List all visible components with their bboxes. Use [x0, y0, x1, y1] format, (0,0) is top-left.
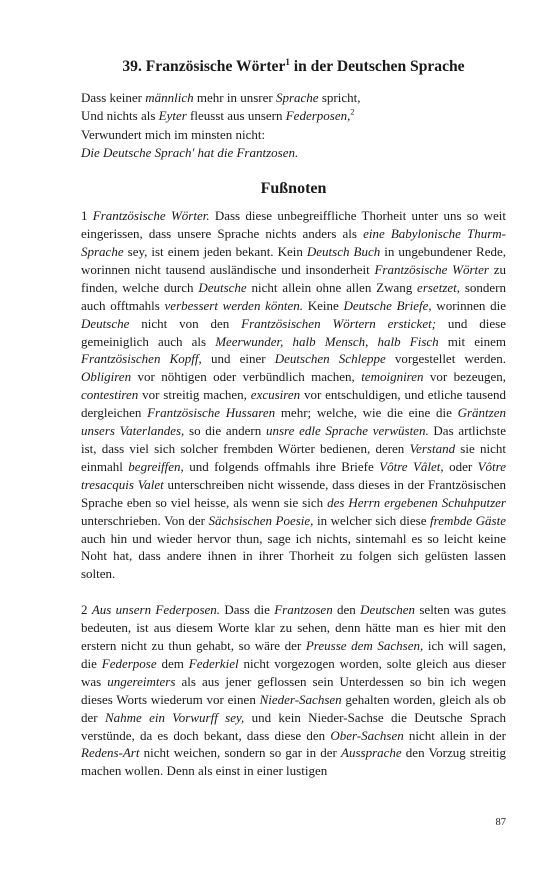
page-content — [81, 56, 506, 780]
poem-line-1: Dass keiner männlich mehr in unsrer Sprache spricht, — [81, 90, 361, 105]
footnotes-heading: Fußnoten — [260, 180, 327, 198]
title-text-a: Französische Wörter — [145, 58, 286, 75]
poem-title — [81, 56, 506, 78]
poem-line-4: Die Deutsche Sprach' hat die Frantzosen. — [81, 144, 299, 160]
footnote-ref-2[interactable]: 2 — [350, 107, 355, 117]
title-number: 39. — [122, 58, 142, 75]
footnote-ref-1[interactable]: 1 — [285, 56, 290, 67]
poem-line-2: Und nichts als Eyter fleusst aus unsern Federposen,$^2$ — [81, 107, 355, 124]
title-text-b: in der Deutschen Sprache — [293, 58, 465, 75]
page-number: 87 — [495, 817, 506, 828]
poem-line-3: Verwundert mich im minsten nicht: — [81, 126, 266, 142]
footnote-1: 1 Frantzösische Wörter. Dass diese unbegreiffliche Thorheit unter uns so weit eingerissen, dass unsere Sprache nichts anders als eine Babylonische Thurm-Sprache sey, ist einem jeden bekant. Kein Deutsch Buch in ungebundener Rede, worinnen nicht tausend ausländische und insonderheit Frantzösische Wörter zu finden, welche durch Deutsche nicht allein ohne allen Zwang ersetzet, sondern auch offtmahls verbessert werden könten. Keine Deutsche Briefe, worinnen die Deutsche nicht von den Frantzösischen Wörtern ersticket; und diese gemeiniglich auch als Meerwunder, halb Mensch, halb Fisch mit einem Frantzösischen Kopff, und einer Deutschen Schleppe vorgestellet werden. Obligiren vor nöhtigen oder verbündlich machen, temoigniren vor bezeugen, contestiren vor streitig machen, excusiren vor entschuldigen, und etliche tausend dergleichen Frantzösische Hussaren mehr; welche, wie die eine die Gräntzen unsers Vaterlandes, so die andern unsre edle Sprache verwüsten. Das artlichste ist, dass viel sich solcher frembden Wörter bedienen, deren Verstand sie nicht einmahl begreiffen, und folgends offmahls ihre Briefe Vôtre Vâlet, oder Vôtre tresacquis Valet unterschreiben nicht wissende, dass dieses in der Frantzösischen Sprache eben so viel heisse, als wenn sie sich des Herrn ergebenen Schuhputzer unterschrieben. Von der Sächsischen Poesie, in welcher sich diese frembde Gäste auch hin und wieder hervor thun, sage ich nichts, sintemahl es so leicht keine Noht hat, dass andere ihnen in ihrer Thorheit zu folgen sich gelüsten lassen solten. — [81, 208, 507, 582]
footnote-2: 2 Aus unsern Federposen. Dass die Frantzosen den Deutschen selten was gutes bedeuten, ist aus diesem Worte klar zu sehen, denn hätte man es hier mit den erstern nicht zu thun gehabt, so wäre der Preusse dem Sachsen, ich will sagen, die Federpose dem Federkiel nicht vorgezogen worden, solte gleich aus dieser was ungereimters als aus jener geflossen sein Unterdessen so bin ich wegen dieses Worts wiederum vor einen Nieder-Sachsen gehalten worden, gleich als ob der Nahme ein Vorwurff sey, und kein Nieder-Sachse die Deutsche Sprach verstünde, da es doch bekant, dass diese den Ober-Sachsen nicht allein in der Redens-Art nicht weichen, sondern so gar in der Aussprache den Vorzug streitig machen wollen. Denn als einst in einer lustigen — [81, 602, 507, 779]
poem-body — [81, 89, 506, 162]
